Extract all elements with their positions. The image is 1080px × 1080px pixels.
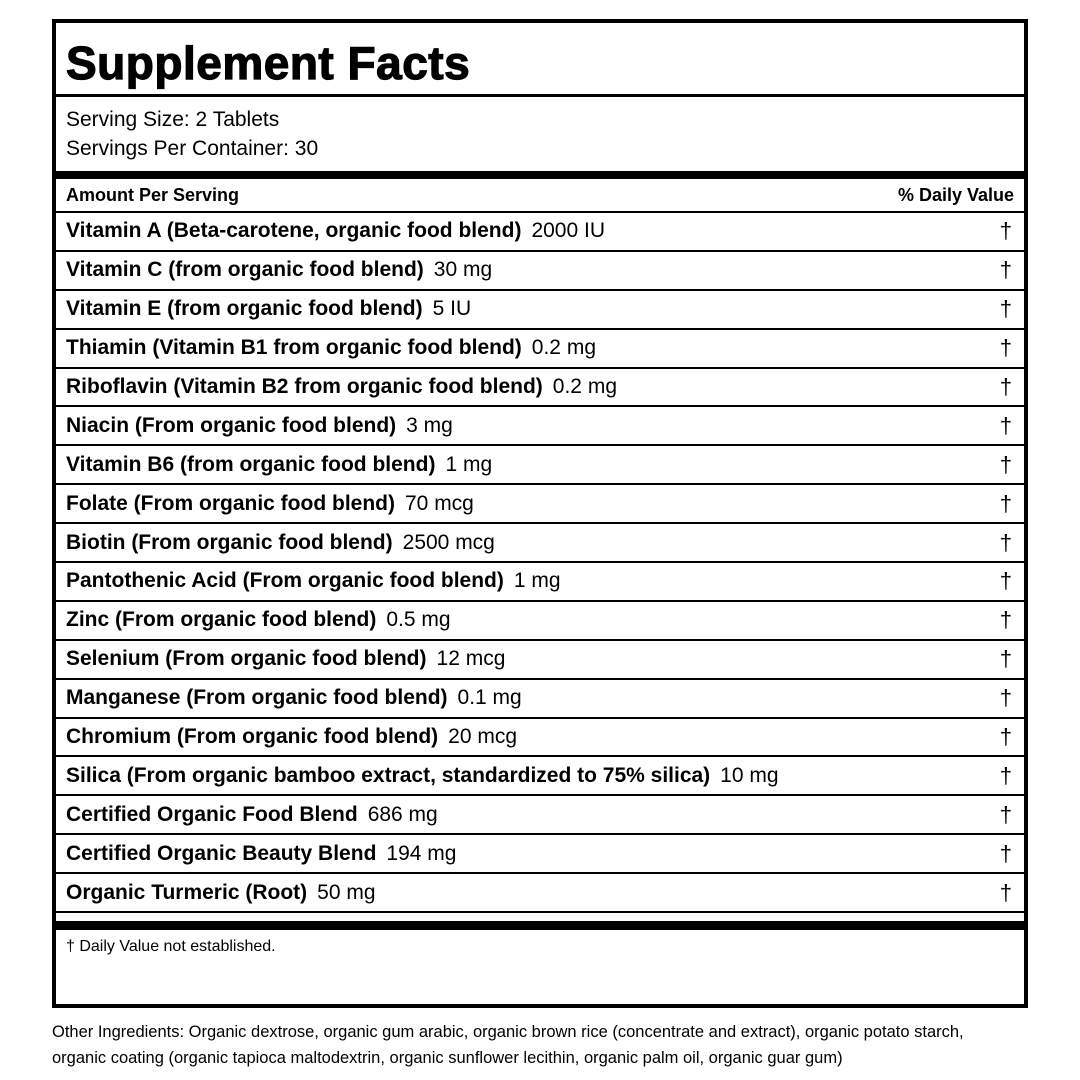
nutrient-row <box>56 602 1024 641</box>
nutrient-label <box>66 764 779 788</box>
serving-info <box>56 97 1024 171</box>
nutrient-name: Selenium (From organic food blend) <box>66 647 427 671</box>
spacer <box>56 913 1024 921</box>
daily-value-dagger: † <box>999 607 1012 633</box>
servings-per-container: Servings Per Container: 30 <box>66 137 319 160</box>
nutrient-label <box>66 803 438 827</box>
nutrient-name: Riboflavin (Vitamin B2 from organic food blend) <box>66 375 543 398</box>
daily-value-dagger: † <box>999 374 1012 399</box>
serving-size: Serving Size: 2 Tablets <box>66 108 280 131</box>
daily-value-dagger: † <box>999 529 1012 555</box>
nutrient-label <box>66 453 492 477</box>
nutrient-row <box>56 291 1024 330</box>
nutrient-amount: 2500 mcg <box>402 530 495 554</box>
nutrient-amount: 10 mg <box>720 763 779 787</box>
nutrient-amount: 1 mg <box>513 569 561 593</box>
nutrient-name: Vitamin C (from organic food blend) <box>66 258 424 282</box>
nutrient-row <box>56 369 1024 408</box>
daily-value-dagger: † <box>999 879 1012 905</box>
nutrient-amount: 3 mg <box>406 413 453 437</box>
nutrient-label <box>66 881 376 905</box>
nutrient-amount: 30 mg <box>433 258 493 282</box>
nutrient-label <box>66 686 522 710</box>
nutrient-name: Certified Organic Beauty Blend <box>66 841 377 865</box>
nutrient-label <box>66 414 453 438</box>
nutrient-label <box>66 297 471 321</box>
nutrient-name: Certified Organic Food Blend <box>66 802 358 826</box>
daily-value-dagger: † <box>999 490 1012 516</box>
nutrient-label <box>66 725 517 749</box>
footnote: † Daily Value not established. <box>66 938 276 956</box>
nutrient-label <box>66 492 474 516</box>
amount-per-serving-header: Amount Per Serving <box>66 184 240 205</box>
nutrient-row <box>56 485 1024 524</box>
nutrient-amount: 686 mg <box>367 802 438 826</box>
nutrient-name: Vitamin E (from organic food blend) <box>66 297 423 321</box>
nutrient-name: Organic Turmeric (Root) <box>66 880 308 904</box>
nutrient-name: Pantothenic Acid (From organic food blend) <box>66 569 504 593</box>
nutrient-row <box>56 835 1024 874</box>
nutrient-amount: 0.5 mg <box>386 608 451 632</box>
nutrient-amount: 12 mcg <box>436 647 506 671</box>
nutrient-row <box>56 213 1024 252</box>
nutrient-amount: 5 IU <box>432 297 472 321</box>
supplement-facts-panel <box>52 19 1028 1008</box>
daily-value-dagger: † <box>999 257 1012 283</box>
nutrient-name: Zinc (From organic food blend) <box>66 608 377 632</box>
daily-value-dagger: † <box>999 724 1012 750</box>
nutrient-label <box>66 375 617 399</box>
nutrient-amount: 1 mg <box>445 452 493 476</box>
nutrient-name: Thiamin (Vitamin B1 from organic food blend) <box>66 336 522 360</box>
nutrient-list <box>56 213 1024 913</box>
daily-value-dagger: † <box>999 218 1012 244</box>
nutrient-label <box>66 531 495 555</box>
nutrient-amount: 0.2 mg <box>531 336 596 360</box>
nutrient-amount: 0.1 mg <box>457 686 522 710</box>
daily-value-dagger: † <box>999 296 1012 322</box>
nutrient-row <box>56 641 1024 680</box>
daily-value-dagger: † <box>999 451 1012 477</box>
other-ingredients: Other Ingredients: Organic dextrose, organic gum arabic, organic brown rice (concentrate and extract), organic potato starch, organic coating (organic tapioca maltodextrin, organic sunflower lecithin, organic palm oil, organic guar gum) <box>52 1023 964 1067</box>
nutrient-row <box>56 874 1024 913</box>
column-header-row <box>56 179 1024 213</box>
nutrient-label <box>66 842 456 866</box>
daily-value-header: % Daily Value <box>897 184 1014 205</box>
nutrient-label <box>66 336 596 360</box>
daily-value-dagger: † <box>999 762 1012 788</box>
nutrient-name: Niacin (From organic food blend) <box>66 413 397 437</box>
daily-value-dagger: † <box>999 840 1012 866</box>
title-row <box>56 23 1024 97</box>
daily-value-dagger: † <box>999 646 1012 672</box>
nutrient-amount: 194 mg <box>386 841 457 865</box>
daily-value-dagger: † <box>999 412 1012 438</box>
nutrient-row <box>56 252 1024 291</box>
nutrient-row <box>56 524 1024 563</box>
nutrient-amount: 2000 IU <box>531 219 605 243</box>
daily-value-dagger: † <box>999 685 1012 711</box>
nutrient-name: Manganese (From organic food blend) <box>66 686 448 710</box>
nutrient-label <box>66 569 561 593</box>
nutrient-amount: 0.2 mg <box>552 375 617 398</box>
nutrient-name: Silica (From organic bamboo extract, standardized to 75% silica) <box>66 763 711 787</box>
nutrient-row <box>56 446 1024 485</box>
thick-divider <box>56 171 1024 179</box>
nutrient-amount: 50 mg <box>317 880 376 904</box>
nutrient-row <box>56 719 1024 758</box>
nutrient-row <box>56 407 1024 446</box>
nutrient-name: Biotin (From organic food blend) <box>66 530 393 554</box>
daily-value-dagger: † <box>999 335 1012 361</box>
bottom-thick-divider <box>56 921 1024 930</box>
nutrient-name: Vitamin A (Beta-carotene, organic food blend) <box>66 219 522 243</box>
daily-value-dagger: † <box>999 801 1012 827</box>
nutrient-label <box>66 219 605 243</box>
nutrient-label <box>66 647 505 671</box>
nutrient-label <box>66 608 451 632</box>
nutrient-row <box>56 680 1024 719</box>
nutrient-name: Vitamin B6 (from organic food blend) <box>66 452 436 476</box>
nutrient-label <box>66 258 492 282</box>
nutrient-row <box>56 563 1024 602</box>
nutrient-amount: 20 mcg <box>448 725 518 749</box>
panel-title: Supplement Facts <box>66 37 471 89</box>
nutrient-amount: 70 mcg <box>405 491 474 515</box>
nutrient-row <box>56 796 1024 835</box>
daily-value-dagger: † <box>999 568 1012 594</box>
nutrient-name: Folate (From organic food blend) <box>66 491 395 515</box>
nutrient-row <box>56 757 1024 796</box>
nutrient-row <box>56 330 1024 369</box>
nutrient-name: Chromium (From organic food blend) <box>66 725 439 749</box>
